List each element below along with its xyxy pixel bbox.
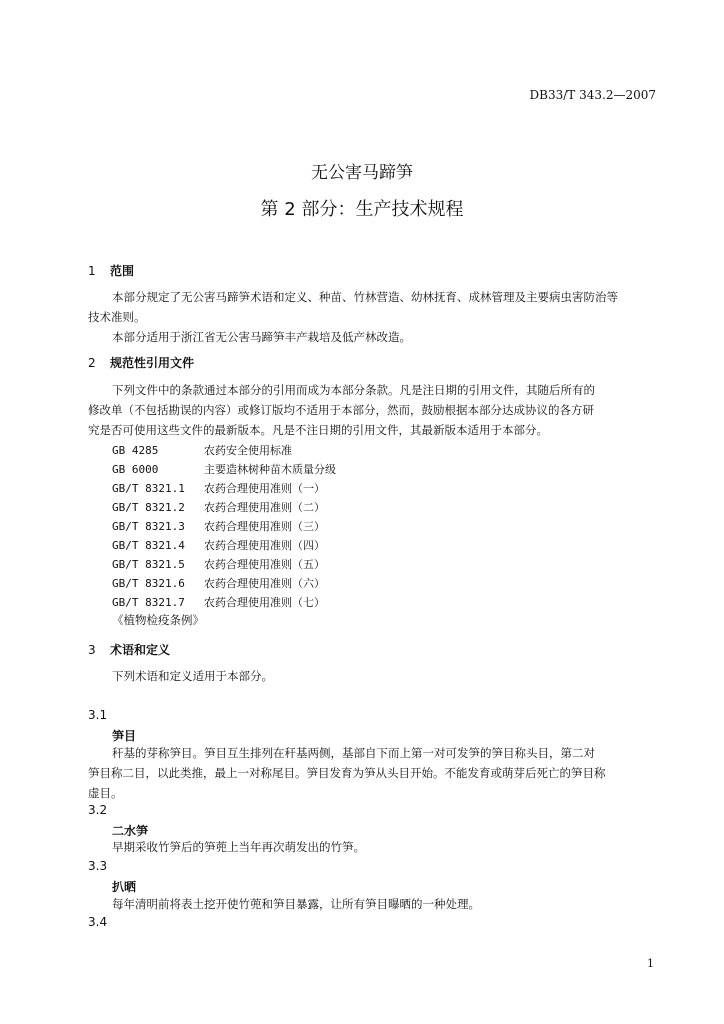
reference-code: GB/T 8321.5 <box>112 558 185 571</box>
reference-code: GB/T 8321.7 <box>112 596 185 609</box>
reference-title: 主要造林树种苗木质量分级 <box>204 463 336 476</box>
reference-item <box>112 537 325 553</box>
reference-code: GB 4285 <box>112 444 159 457</box>
reference-title: 农药合理使用准则（七） <box>204 596 325 609</box>
reference-title: 农药合理使用准则（二） <box>204 501 325 514</box>
reference-item <box>112 594 325 610</box>
section-3-heading <box>88 641 170 658</box>
paragraph-line: 虚目。 <box>88 786 123 800</box>
reference-item <box>112 575 325 591</box>
reference-code: GB/T 8321.6 <box>112 577 185 590</box>
term-number: 3.3 <box>88 859 108 873</box>
reference-title: 农药安全使用标准 <box>204 444 292 457</box>
paragraph-line: 修改单（不包括勘误的内容）或修订版均不适用于本部分，然而，鼓励根据本部分达成协议的各方研 <box>88 403 594 417</box>
reference-item <box>112 518 325 534</box>
reference-title: 农药合理使用准则（四） <box>204 539 325 552</box>
section-1-body <box>88 287 658 347</box>
section-number: 3 <box>88 643 96 657</box>
term-definition: 每年清明前将表土挖开使竹蔸和笋目暴露，让所有笋目曝晒的一种处理。 <box>112 897 480 911</box>
paragraph-line: 秆基的芽称笋目。笋目互生排列在秆基两侧，基部自下而上第一对可发笋的笋目称头目，第二对 <box>112 746 595 760</box>
page-number: 1 <box>647 957 654 970</box>
regulation-reference: 《植物检疫条例》 <box>112 613 204 627</box>
section-2-body <box>88 380 658 440</box>
term-name: 扒晒 <box>112 880 137 894</box>
reference-title: 农药合理使用准则（一） <box>204 482 325 495</box>
term-name: 二水笋 <box>112 824 149 838</box>
reference-item <box>112 480 325 496</box>
reference-item <box>112 556 325 572</box>
reference-item <box>112 499 325 515</box>
reference-item <box>112 461 336 477</box>
paragraph-line: 技术准则。 <box>88 310 146 324</box>
section-title: 规范性引用文件 <box>110 356 195 370</box>
reference-code: GB/T 8321.1 <box>112 482 185 495</box>
section-title: 范围 <box>110 264 135 278</box>
section-number: 1 <box>88 264 96 278</box>
paragraph-line: 本部分规定了无公害马蹄笋术语和定义、种苗、竹林营造、幼林抚育、成林管理及主要病虫害防治等 <box>112 290 618 304</box>
section-number: 2 <box>88 356 96 370</box>
standard-code: DB33/T 343.2—2007 <box>529 88 656 102</box>
reference-title: 农药合理使用准则（五） <box>204 558 325 571</box>
reference-item <box>112 442 292 458</box>
section-3-intro: 下列术语和定义适用于本部分。 <box>112 669 273 683</box>
term-number: 3.1 <box>88 708 108 722</box>
section-2-heading <box>88 354 194 371</box>
paragraph-line: 下列文件中的条款通过本部分的引用而成为本部分条款。凡是注日期的引用文件，其随后所有的 <box>112 383 595 397</box>
term-definition: 早期采收竹笋后的笋蔸上当年再次萌发出的竹笋。 <box>112 840 365 854</box>
section-1-heading <box>88 262 134 279</box>
term-name: 笋目 <box>112 729 137 743</box>
term-definition <box>88 743 658 803</box>
paragraph-line: 笋目称二目，以此类推，最上一对称尾目。笋目发育为笋从头目开始。不能发育或萌芽后死亡的笋目称 <box>88 766 606 780</box>
paragraph-line: 究是否可使用这些文件的最新版本。凡是不注日期的引用文件，其最新版本适用于本部分。 <box>88 423 548 437</box>
reference-code: GB 6000 <box>112 463 159 476</box>
reference-code: GB/T 8321.2 <box>112 501 185 514</box>
section-title: 术语和定义 <box>110 643 171 657</box>
document-title: 无公害马蹄笋 <box>311 163 413 183</box>
paragraph-line: 本部分适用于浙江省无公害马蹄笋丰产栽培及低产林改造。 <box>112 330 411 344</box>
reference-title: 农药合理使用准则（六） <box>204 577 325 590</box>
reference-code: GB/T 8321.3 <box>112 520 185 533</box>
term-number: 3.2 <box>88 803 108 817</box>
reference-title: 农药合理使用准则（三） <box>204 520 325 533</box>
reference-code: GB/T 8321.4 <box>112 539 185 552</box>
term-number: 3.4 <box>88 915 108 929</box>
document-subtitle: 第 2 部分：生产技术规程 <box>260 199 464 220</box>
